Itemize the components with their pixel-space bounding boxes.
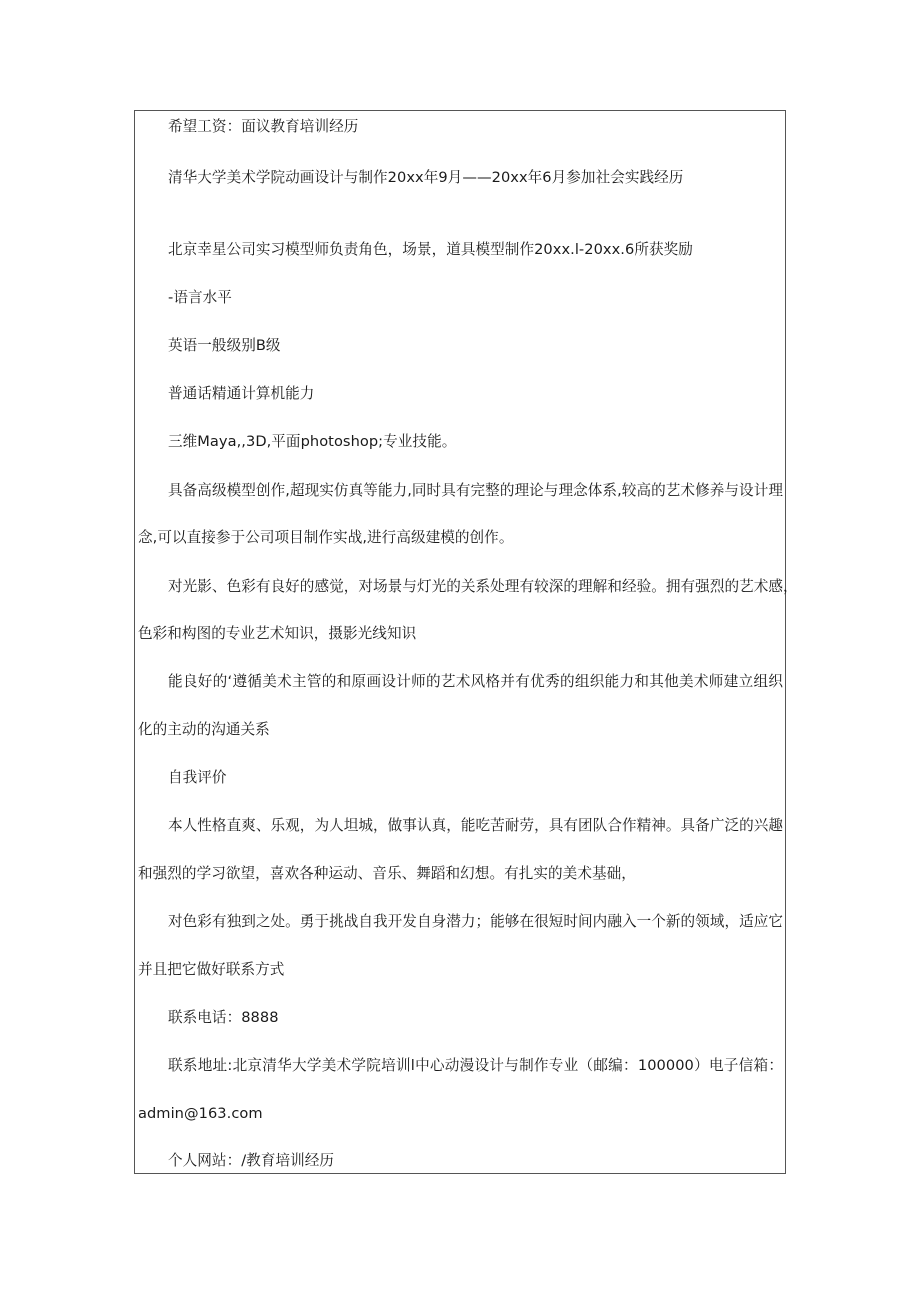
english-level-line: 英语一般级别B级 <box>168 337 281 354</box>
skill-paragraph-3-line-1: 能良好的‘遵循美术主管的和原画设计师的艺术风格并有优秀的组织能力和其他美术师建立组织 <box>168 673 783 690</box>
education-line: 清华大学美术学院动画设计与制作20xx年9月——20xx年6月参加社会实践经历 <box>168 169 684 186</box>
skill-paragraph-2-line-2: 色彩和构图的专业艺术知识，摄影光线知识 <box>138 625 417 642</box>
self-evaluation-line-4: 并且把它做好联系方式 <box>138 961 285 978</box>
language-heading: -语言水平 <box>168 289 232 306</box>
self-evaluation-line-1: 本人性格直爽、乐观，为人坦城，做事认真，能吃苦耐劳，具有团队合作精神。具备广泛的兴趣 <box>168 817 784 834</box>
contact-email-line: admin@163.com <box>138 1105 263 1122</box>
self-evaluation-line-3: 对色彩有独到之处。勇于挑战自我开发自身潜力；能够在很短时间内融入一个新的领域，适应它 <box>168 913 784 930</box>
self-evaluation-line-2: 和强烈的学习欲望，喜欢各种运动、音乐、舞蹈和幻想。有扎实的美术基础， <box>138 865 636 882</box>
software-line: 三维Maya,,3D,平面photoshop;专业技能。 <box>168 433 457 450</box>
skill-paragraph-1-line-2: 念,可以直接参于公司项目制作实战,进行高级建模的创作。 <box>138 529 514 546</box>
mandarin-line: 普通话精通计算机能力 <box>168 385 315 402</box>
self-evaluation-heading: 自我评价 <box>168 769 227 786</box>
contact-address-line: 联系地址:北京清华大学美术学院培训l中心动漫设计与制作专业（邮编：100000）电子信箱： <box>168 1057 783 1074</box>
document-frame <box>134 110 798 1174</box>
internship-line: 北京幸星公司实习模型师负责角色，场景，道具模型制作20xx.l-20xx.6所获奖励 <box>168 241 693 258</box>
skill-paragraph-3-line-2: 化的主动的沟通关系 <box>138 721 270 738</box>
skill-paragraph-1-line-1: 具备高级模型创作,超现实仿真等能力,同时具有完整的理论与理念体系,较高的艺术修养与设计理 <box>168 482 783 499</box>
expected-salary-line: 希望工资：面议教育培训经历 <box>168 118 359 135</box>
contact-phone-line: 联系电话：8888 <box>168 1009 279 1026</box>
skill-paragraph-2-line-1: 对光影、色彩有良好的感觉，对场景与灯光的关系处理有较深的理解和经验。拥有强烈的艺术感， <box>168 578 798 595</box>
personal-website-line: 个人网站：/教育培训经历 <box>168 1152 335 1169</box>
